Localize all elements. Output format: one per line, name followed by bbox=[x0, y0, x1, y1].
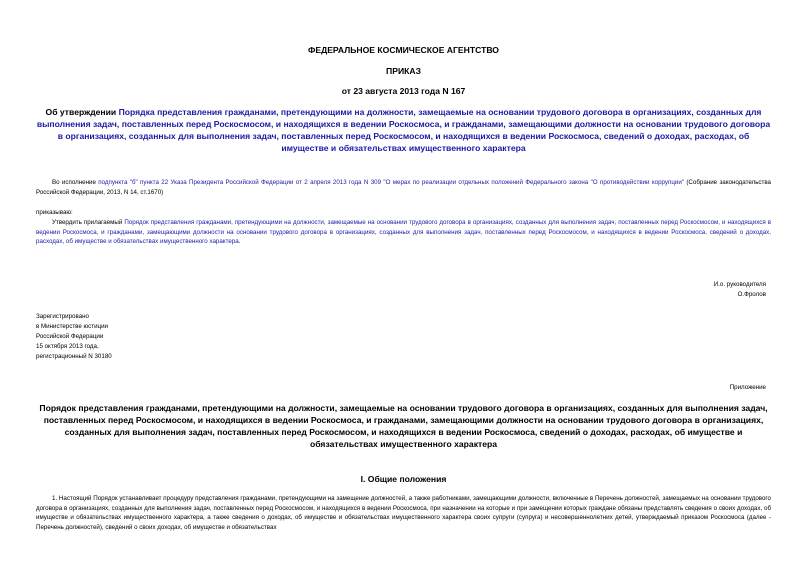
registration-line5: регистрационный N 30180 bbox=[36, 353, 112, 360]
order-paragraph bbox=[36, 218, 771, 247]
preamble-intro: Во исполнение bbox=[52, 179, 99, 186]
agency-heading: ФЕДЕРАЛЬНОЕ КОСМИЧЕСКОЕ АГЕНТСТВО bbox=[308, 45, 499, 55]
signature-name: О.Фролов bbox=[737, 291, 766, 298]
registration-line1: Зарегистрировано bbox=[36, 313, 89, 320]
order-tail: . bbox=[238, 238, 241, 246]
order-title bbox=[36, 106, 771, 154]
signature-position: И.о. руководителя bbox=[713, 281, 766, 288]
order-label: приказываю: bbox=[36, 209, 73, 216]
preamble-tail: (Собрание законодательства Российской Федерации, 2013, N 14, ст.1670) bbox=[36, 179, 772, 196]
section-heading: I. Общие положения bbox=[360, 474, 447, 484]
preamble-link[interactable]: подпункта "б" пункта 22 Указа Президента Российской Федерации от 2 апреля 2013 года N 309 "О мерах по реализации отдельных положений Федерального закона "О противодействии коррупции" bbox=[98, 179, 685, 186]
preamble-paragraph bbox=[36, 178, 771, 197]
registration-line2: в Министерстве юстиции bbox=[36, 323, 109, 330]
registration-line4: 15 октября 2013 года, bbox=[36, 343, 99, 350]
appendix-title: Порядок представления гражданами, претендующими на должности, замещаемые на основании трудового договора в организациях, созданных для выполнения задач, поставленных перед Роскосмосом, и находящихся в ведении Роскосмоса, и гражданами, замещающими должности на основании трудового договора в организациях, созданных для выполнения задач, поставленных перед Роскосмосом, и находящихся в ведении Роскосмоса, сведений о доходах, расходах, об имуществе и обязательствах имущественного характера bbox=[39, 403, 768, 449]
title-prefix: Об утверждении bbox=[45, 107, 119, 117]
title-link[interactable]: Порядка представления гражданами, претендующими на должности, замещаемые на основании трудового договора в организациях, созданных для выполнения задач, поставленных перед Роскосмосом, и находящихся в ведении Роскосмоса, и гражданами, замещающими должности на основании трудового договора в организациях, созданных для выполнения задач, поставленных перед Роскосмосом, и находящихся в ведении Роскосмоса, сведений о доходах, расходах, об имуществе и обязательствах имущественного характера bbox=[36, 107, 771, 153]
date-number: от 23 августа 2013 года N 167 bbox=[341, 86, 466, 96]
order-link[interactable]: Порядок представления гражданами, претендующими на должности, замещаемые на основании трудового договора в организациях, созданных для выполнения задач, поставленных перед Роскосмосом, и находящихся в ведении Роскосмоса, и гражданами, замещающими должности на основании трудового договора в организациях, созданных для выполнения задач, поставленных перед Роскосмосом, и находящихся в ведении Роскосмоса, сведений о доходах, расходах, об имуществе и обязательствах имущественного характера bbox=[36, 219, 771, 246]
doc-type-heading: ПРИКАЗ bbox=[386, 66, 421, 76]
appendix-label: Приложение bbox=[729, 384, 766, 391]
order-intro: Утвердить прилагаемый bbox=[52, 219, 125, 226]
appendix-paragraph-1: 1. Настоящий Порядок устанавливает процедуру представления гражданами, претендующими на замещение должностей, а также работниками, замещающими должности, включенные в Перечень должностей, замещаемых на основании трудового договора в организациях, созданных для выполнения задач, поставленных перед Роскосмосом, и находящихся в ведении Роскосмоса, при назначении на которые и при замещении которых граждане обязаны представлять сведения о своих доходах, об имуществе и обязательствах имущественного характера, а также сведения о доходах, об имуществе и обязательствах имущественного характера своих супруги (супруга) и несовершеннолетних детей, утверждаемый приказом Роскосмоса (далее - Перечень должностей), сведений о своих доходах, об имуществе и обязательствах bbox=[36, 495, 771, 531]
registration-line3: Российской Федерации bbox=[36, 333, 104, 340]
